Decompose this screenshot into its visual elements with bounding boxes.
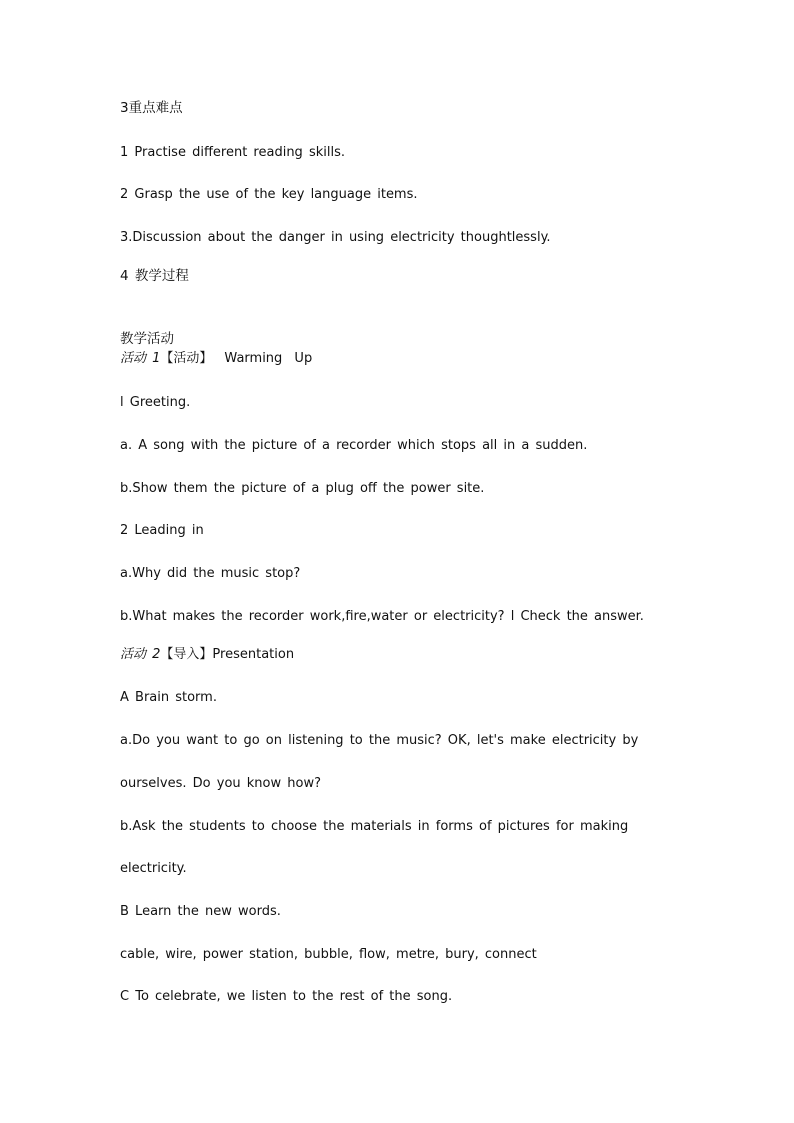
activity-2-tag: 【导入】 [160, 647, 213, 662]
activity-1-prefix: 活动 1 [120, 351, 161, 366]
activity-2-line: a.Do you want to go on listening to the music? OK, let's make electricity by [120, 733, 639, 748]
activity-1-header [120, 351, 312, 367]
activity-1-line: a.Why did the music stop? [120, 566, 301, 581]
activity-1-line: l Greeting. [120, 395, 191, 410]
activity-2-line: b.Ask the students to choose the materials in forms of pictures for making [120, 819, 629, 834]
activity-2-header [120, 647, 294, 663]
activity-1-line: 2 Leading in [120, 523, 204, 538]
activity-2-line: ourselves. Do you know how? [120, 776, 321, 791]
activity-2-line: C To celebrate, we listen to the rest of the song. [120, 989, 453, 1004]
activity-1-line: b.What makes the recorder work,fire,water or electricity? l Check the answer. [120, 609, 644, 624]
activity-1-tag: 【活动】 [160, 351, 213, 366]
activity-2-line: electricity. [120, 861, 187, 876]
key-point-1: 1 Practise different reading skills. [120, 145, 345, 160]
key-point-2: 2 Grasp the use of the key language items. [120, 187, 418, 202]
key-point-3: 3.Discussion about the danger in using electricity thoughtlessly. [120, 230, 551, 245]
activity-2-prefix: 活动 2 [120, 647, 161, 662]
activity-2-line: A Brain storm. [120, 690, 217, 705]
activity-2-line: cable, wire, power station, bubble, flow, metre, bury, connect [120, 947, 537, 962]
teaching-activities-label: 教学活动 [120, 331, 174, 347]
section-3-heading: 3重点难点 [120, 100, 183, 116]
section-4-heading: 4 教学过程 [120, 268, 189, 284]
activity-1-line: a. A song with the picture of a recorder which stops all in a sudden. [120, 438, 588, 453]
activity-1-title: Warming Up [224, 351, 313, 366]
activity-2-title: Presentation [212, 647, 295, 662]
activity-2-line: B Learn the new words. [120, 904, 281, 919]
activity-1-line: b.Show them the picture of a plug off the power site. [120, 481, 485, 496]
